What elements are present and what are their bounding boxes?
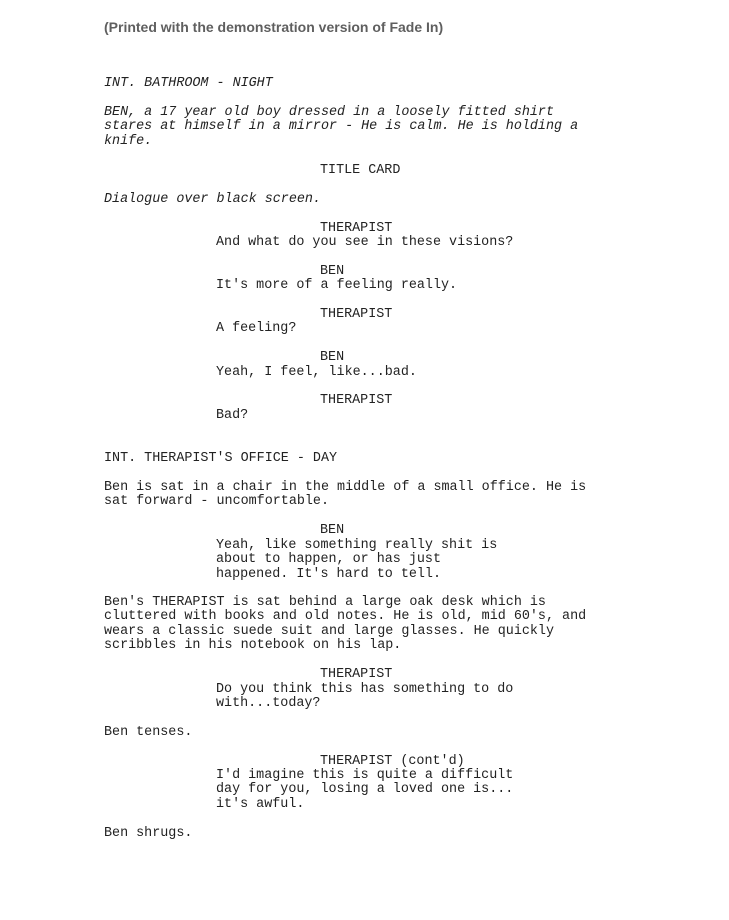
dialogue-therapist-difficult-day: I'd imagine this is quite a difficult day for you, losing a loved one is... it's awful.	[216, 768, 514, 812]
character-ben: BEN	[320, 350, 345, 365]
dialogue-ben-feeling: It's more of a feeling really.	[216, 278, 458, 293]
action-black-screen: Dialogue over black screen.	[104, 192, 321, 207]
dialogue-ben-something-shit: Yeah, like something really shit is about to happen, or has just happened. It's hard to tell.	[216, 538, 498, 582]
dialogue-ben-bad: Yeah, I feel, like...bad.	[216, 365, 417, 380]
action-ben-shrugs: Ben shrugs.	[104, 826, 193, 841]
character-therapist-contd: THERAPIST (cont'd)	[320, 754, 465, 769]
action-therapist-desk: Ben's THERAPIST is sat behind a large oak desk which is cluttered with books and old notes. He is old, mid 60's, and wears a classic suede suit and large glasses. He quickly scribbles in his notebook on his lap.	[104, 595, 587, 654]
scene-heading-therapists-office: INT. THERAPIST'S OFFICE - DAY	[104, 451, 338, 466]
character-therapist: THERAPIST	[320, 393, 393, 408]
dialogue-therapist-today: Do you think this has something to do with...today?	[216, 682, 514, 712]
character-ben: BEN	[320, 523, 345, 538]
title-card: TITLE CARD	[320, 163, 401, 178]
dialogue-therapist-visions: And what do you see in these visions?	[216, 235, 514, 250]
character-therapist: THERAPIST	[320, 307, 393, 322]
action-ben-mirror: BEN, a 17 year old boy dressed in a loosely fitted shirt stares at himself in a mirror - He is calm. He is holding a knife.	[104, 105, 579, 149]
character-ben: BEN	[320, 264, 345, 279]
action-ben-tenses: Ben tenses.	[104, 725, 193, 740]
demo-print-notice: (Printed with the demonstration version of Fade In)	[104, 19, 444, 35]
dialogue-therapist-bad: Bad?	[216, 408, 249, 423]
scene-heading-bathroom: INT. BATHROOM - NIGHT	[104, 76, 273, 91]
dialogue-therapist-a-feeling: A feeling?	[216, 321, 297, 336]
character-therapist: THERAPIST	[320, 667, 393, 682]
action-ben-chair: Ben is sat in a chair in the middle of a small office. He is sat forward - uncomfortable.	[104, 480, 587, 510]
character-therapist: THERAPIST	[320, 221, 393, 236]
